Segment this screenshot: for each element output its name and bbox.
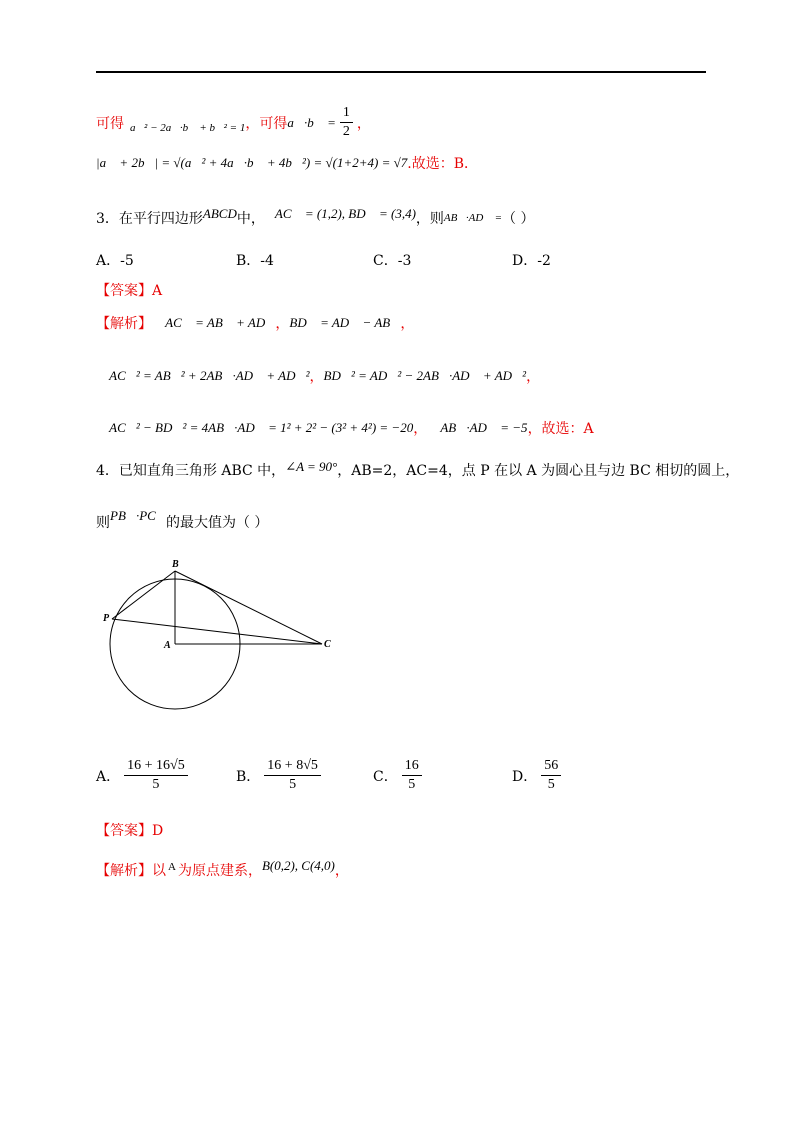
text-kede-2: ，可得 [245, 115, 288, 132]
solution-label: 【解析】以 [96, 863, 166, 879]
question-text: 中， [236, 211, 265, 227]
equation: AC⃗ = (1,2), BD⃗ = (3,4) [274, 206, 416, 221]
punct: ， [526, 369, 541, 385]
equation: ABCD [202, 206, 237, 221]
punct: ， [413, 421, 428, 437]
fraction: $\frac{56}{5}$ [541, 758, 561, 793]
punct: ， [309, 369, 324, 385]
answer-4: 【答案】D [96, 823, 164, 839]
solution-line-2 [96, 153, 478, 173]
option-b: B．-4 [236, 253, 274, 269]
equation: ∵ AC⃗ = AB⃗ + AD⃗ [152, 315, 276, 330]
equation: BD⃗² = AD⃗² − 2AB⃗·AD⃗ + AD⃗² [323, 368, 527, 383]
header-rule [96, 71, 706, 73]
fraction: $\frac{1}{2}$ [340, 105, 353, 140]
solution-3-line-2 [96, 366, 540, 386]
answer-blank: （ ） [502, 211, 535, 227]
label-a: A [164, 640, 171, 651]
fraction: $\frac{16 + 8√5}{5}$ [264, 758, 321, 793]
option-a [96, 758, 192, 793]
answer-note: ，故选：A [527, 421, 594, 437]
equation: BD⃗ = AD⃗ − AB⃗ [289, 315, 401, 330]
question-text: 则 [96, 515, 110, 531]
equation: a⃗·b⃗ = [287, 114, 336, 130]
equation: ∠A = 90° [285, 459, 338, 474]
option-a: A．-5 [96, 253, 134, 269]
segment-bc [175, 571, 322, 644]
question-4-line-2 [96, 508, 269, 532]
label-b: B [172, 559, 179, 570]
equation: PB⃗·PC⃗ [110, 508, 166, 523]
solution-3-line-3 [96, 418, 594, 438]
equation: ∴ AC⃗² = AB⃗² + 2AB⃗·AD⃗ + AD⃗² [96, 368, 310, 383]
option-c: C．-3 [373, 253, 412, 269]
solution-label: 【解析】 [96, 316, 152, 332]
question-4 [96, 460, 739, 480]
solution-4-line-1 [96, 860, 349, 880]
label-c: C [324, 639, 331, 650]
equation: ∴ AC⃗² − BD⃗² = 4AB⃗·AD⃗ = 1² + 2² − (3² + 4²) = −20 [96, 420, 414, 435]
question-text: ，AB=2，AC=4，点 P 在以 A 为圆心且与边 BC 相切的圆上， [337, 463, 740, 479]
punct: ， [356, 115, 371, 132]
solution-text: 为原点建系， [177, 863, 262, 879]
text-kede: 可得 [96, 115, 124, 132]
segment-pc [112, 619, 322, 644]
option-label: D． [512, 768, 538, 785]
solution-line-1 [96, 105, 371, 140]
equation: AB⃗·AD⃗ = [443, 212, 503, 224]
option-c [373, 758, 426, 793]
punct: ， [334, 863, 349, 879]
option-d [512, 758, 565, 793]
solution-3-line-1 [96, 313, 414, 333]
label-p: P [103, 613, 110, 624]
equation: a⃗² − 2a⃗·b⃗ + b⃗² = 1 [130, 121, 246, 134]
option-label: C． [373, 768, 398, 785]
option-label: B． [236, 768, 261, 785]
punct: ， [275, 316, 290, 332]
question-stem: 3．在平行四边形 [96, 211, 203, 227]
option-label: A． [96, 768, 121, 785]
segment-pb [112, 571, 175, 619]
answer-note: .故选：B． [407, 156, 479, 172]
equation: B(0,2), C(4,0) [261, 858, 335, 873]
question-text: ，则 [415, 211, 444, 227]
punct: ， [400, 316, 415, 332]
question-stem: 4．已知直角三角形 ABC 中， [96, 463, 286, 479]
answer-3: 【答案】A [96, 283, 163, 299]
option-b [236, 758, 325, 793]
fraction: $\frac{16}{5}$ [402, 758, 422, 793]
equation: |a⃗ + 2b⃗| = √(a⃗² + 4a⃗·b⃗ + 4b⃗²) = √(1+2+4) = √7 [96, 155, 408, 170]
answer-blank: 的最大值为（ ） [165, 515, 269, 531]
question-3 [96, 208, 535, 228]
equation: ∴ AB⃗·AD⃗ = −5 [427, 420, 528, 435]
fraction: $\frac{16 + 16√5}{5}$ [124, 758, 188, 793]
triangle-circle-figure [100, 555, 340, 735]
option-d: D．-2 [512, 253, 551, 269]
equation: A [168, 861, 176, 873]
